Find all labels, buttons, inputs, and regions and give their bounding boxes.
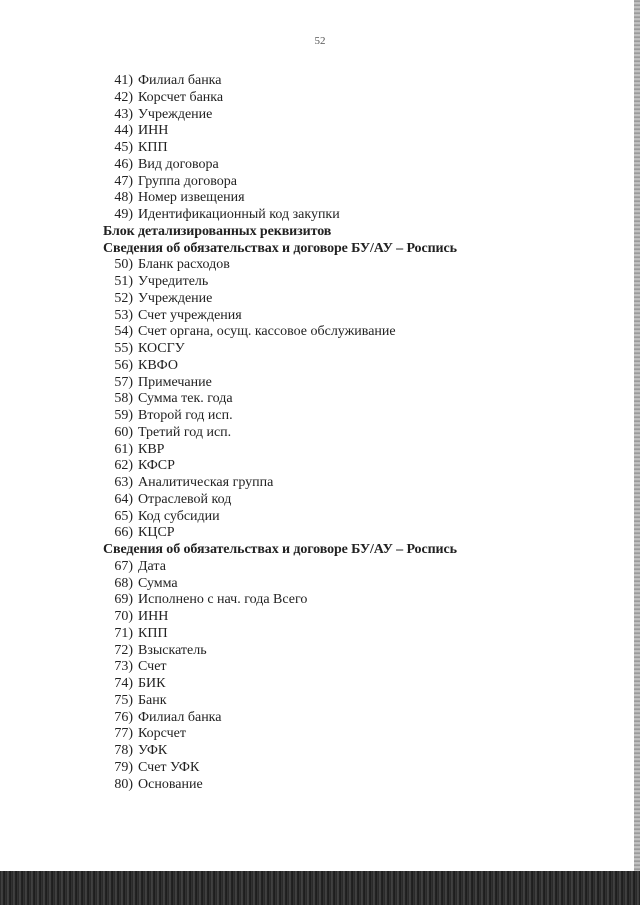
item-text: УФК [138,743,168,758]
list-item [103,324,603,341]
item-number: 63) [114,475,133,490]
document-body [103,73,603,793]
item-number: 70) [114,609,133,624]
requisites-list-1 [103,73,603,224]
item-number: 69) [114,592,133,608]
list-item [103,626,603,643]
list-item [103,291,603,308]
item-number: 48) [114,190,133,206]
item-number: 59) [114,408,133,423]
list-item [103,174,603,191]
item-number: 54) [114,324,133,340]
item-number: 64) [114,491,133,507]
scan-bottom-artifact [0,871,640,905]
list-item [103,107,603,124]
item-number: 55) [114,341,133,356]
list-item [103,341,603,358]
item-text: КВР [138,441,165,457]
list-item [103,358,603,375]
item-number: 71) [114,625,133,641]
list-item [103,676,603,693]
list-item [103,509,603,526]
item-text: Сумма тек. года [138,391,233,407]
list-item [103,592,603,609]
item-text: Филиал банка [138,73,222,88]
scan-edge-artifact [634,0,640,905]
item-number: 72) [114,642,133,658]
item-number: 50) [114,257,133,273]
item-text: Сумма [138,575,178,591]
item-number: 60) [114,424,133,440]
item-number: 73) [114,659,133,675]
item-text: КОСГУ [138,341,185,356]
item-number: 66) [114,525,133,541]
list-item [103,425,603,442]
item-number: 75) [114,692,133,708]
item-text: ИНН [138,123,169,139]
item-text: Счет [138,659,167,675]
item-number: 53) [114,307,133,323]
list-item [103,492,603,509]
item-text: Банк [138,692,167,708]
list-item [103,207,603,224]
item-number: 43) [114,106,133,122]
list-item [103,73,603,90]
list-item [103,643,603,660]
item-number: 47) [114,173,133,189]
item-text: Филиал банка [138,709,222,725]
item-number: 49) [114,207,133,222]
list-item [103,726,603,743]
item-number: 78) [114,743,133,758]
item-text: Отраслевой код [138,491,232,507]
list-item [103,375,603,392]
item-text: Группа договора [138,173,237,189]
item-text: Счет органа, осущ. кассовое обслуживание [138,324,396,340]
item-text: ИНН [138,609,169,624]
list-item [103,190,603,207]
item-number: 62) [114,458,133,474]
list-item [103,157,603,174]
item-text: Второй год исп. [138,408,233,423]
list-item [103,760,603,777]
list-item [103,525,603,542]
item-number: 61) [114,441,133,457]
item-text: Вид договора [138,156,219,172]
details-block-heading: Блок детализированных реквизитов [103,223,332,239]
item-text: Бланк расходов [138,257,230,273]
item-number: 76) [114,709,133,725]
list-item [103,777,603,794]
list-item [103,408,603,425]
list-item [103,710,603,727]
item-number: 51) [114,274,133,289]
item-number: 44) [114,123,133,139]
section-heading-1: Сведения об обязательствах и договоре БУ/АУ – Роспись [103,240,457,256]
item-number: 42) [114,89,133,105]
item-text: Третий год исп. [138,424,232,440]
item-text: КФСР [138,458,175,474]
item-text: КВФО [138,357,179,373]
item-text: КПП [138,625,168,641]
item-number: 68) [114,575,133,591]
item-number: 41) [114,73,133,88]
item-number: 79) [114,759,133,775]
item-number: 65) [114,508,133,524]
list-item [103,308,603,325]
item-text: КЦСР [138,525,175,541]
item-text: Учреждение [138,290,213,306]
list-item [103,257,603,274]
list-item [103,743,603,760]
item-number: 67) [114,558,133,574]
item-text: Исполнено с нач. года Всего [138,592,308,608]
page-number: 52 [314,35,326,47]
list-item [103,475,603,492]
item-text: Учреждение [138,106,213,122]
item-text: Номер извещения [138,190,245,206]
item-text: Корсчет банка [138,89,224,105]
list-item [103,442,603,459]
list-item [103,458,603,475]
item-text: Идентификационный код закупки [138,207,340,222]
item-text: БИК [138,676,166,691]
item-number: 57) [114,374,133,390]
list-item [103,693,603,710]
item-text: Корсчет [138,726,186,742]
item-text: Учредитель [138,274,209,289]
item-text: Примечание [138,374,212,390]
section-heading-2: Сведения об обязательствах и договоре БУ/АУ – Роспись [103,542,457,557]
item-number: 52) [114,290,133,306]
list-item [103,140,603,157]
requisites-list-2 [103,257,603,542]
item-number: 74) [114,676,133,691]
item-text: КПП [138,140,168,155]
item-text: Основание [138,776,203,792]
list-item [103,576,603,593]
item-text: Код субсидии [138,508,220,524]
item-text: Взыскатель [138,642,207,658]
item-text: Счет учреждения [138,307,242,323]
list-item [103,391,603,408]
item-text: Дата [138,558,166,574]
list-item [103,559,603,576]
item-number: 58) [114,391,133,407]
item-number: 56) [114,357,133,373]
list-item [103,659,603,676]
list-item [103,90,603,107]
list-item [103,609,603,626]
item-text: Счет УФК [138,759,200,775]
item-number: 45) [114,140,133,155]
list-item [103,274,603,291]
requisites-list-3 [103,559,603,794]
item-number: 46) [114,156,133,172]
item-text: Аналитическая группа [138,475,274,490]
list-item [103,123,603,140]
item-number: 77) [114,726,133,742]
item-number: 80) [114,776,133,792]
